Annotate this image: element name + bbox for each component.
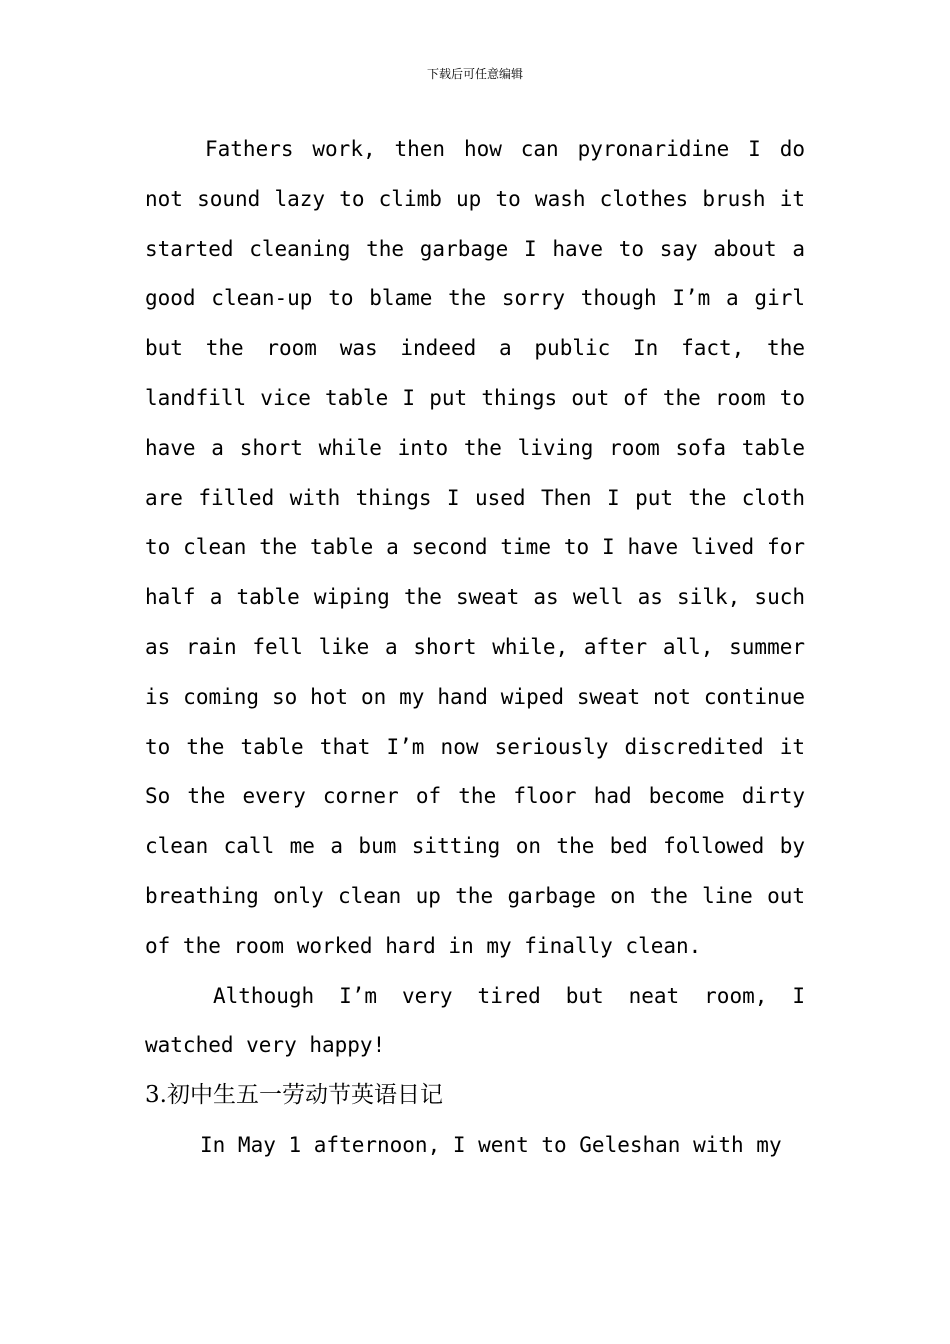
- section-heading: 3.初中生五一劳动节英语日记: [145, 1082, 443, 1109]
- document-body: [145, 125, 805, 1171]
- page-header: 下载后可任意编辑: [426, 67, 523, 81]
- body-paragraph: In May 1 afternoon, I went to Geleshan with my: [200, 1132, 782, 1157]
- body-paragraph: Although I’m very tired but neat room, I watched very happy!: [145, 983, 805, 1058]
- body-paragraph: Fathers work, then how can pyronaridine I do not sound lazy to climb up to wash clothes brush it started cleaning the garbage I have to say about a good clean-up to blame the sorry though I’m a girl but the room was indeed a public In fact, the landfill vice table I put things out of the room to have a short while into the living room sofa table are filled with things I used Then I put the cloth to clean the table a second time to I have lived for half a table wiping the sweat as well as silk, such as rain fell like a short while, after all, summer is coming so hot on my hand wiped sweat not continue to the table that I’m now seriously discredited it So the every corner of the floor had become dirty clean call me a bum sitting on the bed followed by breathing only clean up the garbage on the line out of the room worked hard in my finally clean.: [145, 137, 805, 958]
